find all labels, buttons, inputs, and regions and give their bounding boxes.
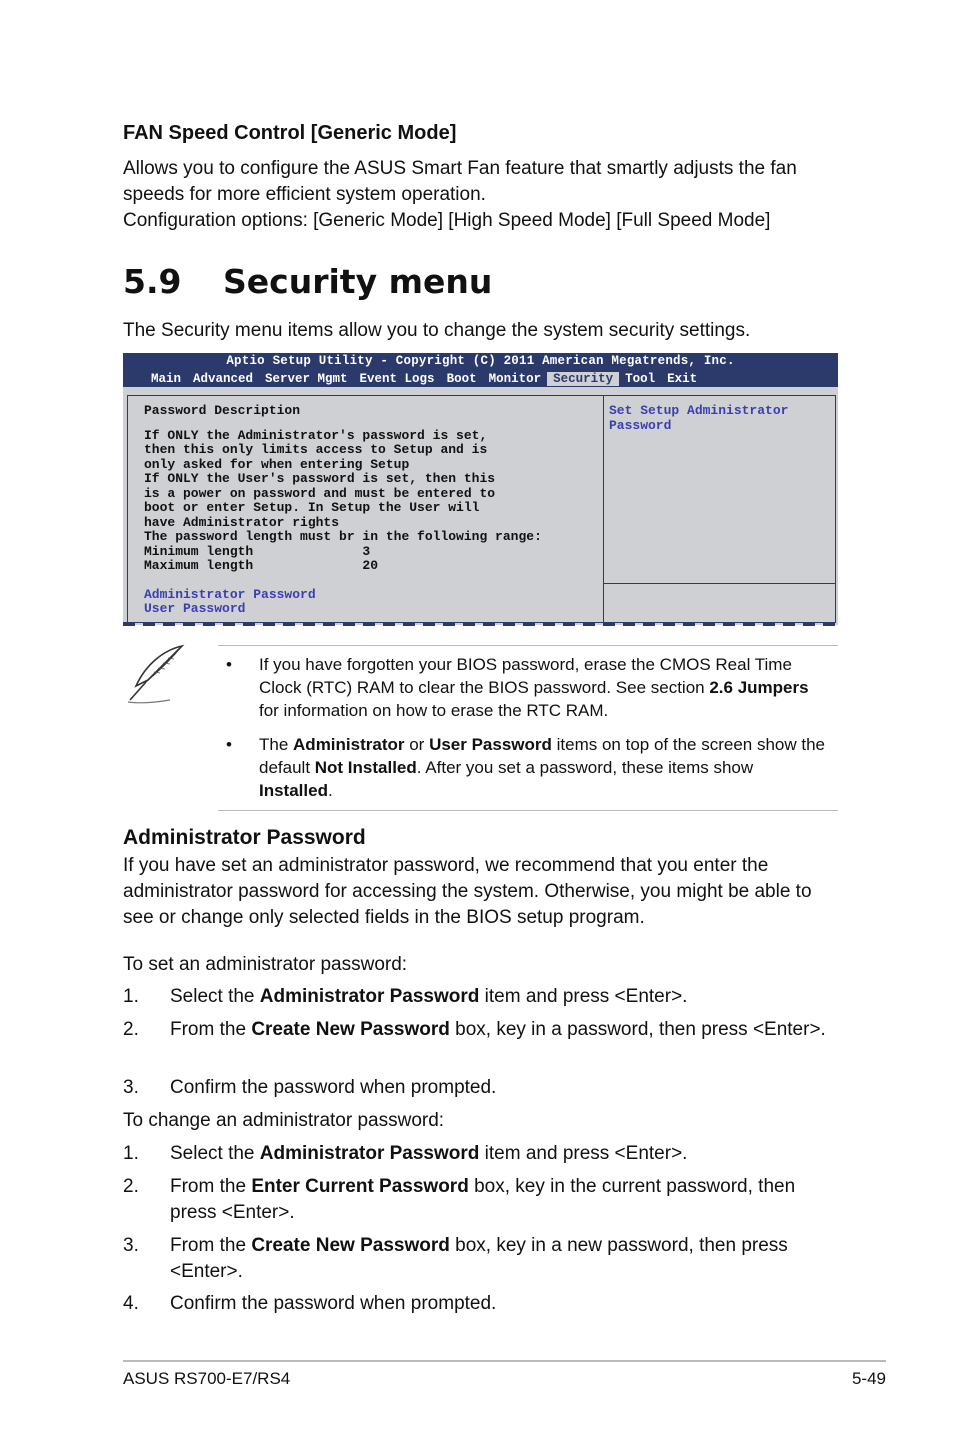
step-text: box, key in the current password, then press <Enter>. bbox=[170, 1176, 796, 1223]
step-number: 3. bbox=[123, 1235, 139, 1256]
dashed-divider bbox=[123, 622, 838, 626]
step-text: item and press <Enter>. bbox=[479, 1143, 688, 1164]
bios-desc-line: Password Description bbox=[144, 403, 301, 418]
change-step-2 bbox=[123, 1174, 843, 1226]
bios-screenshot bbox=[123, 353, 838, 625]
note-bottom-rule bbox=[218, 810, 838, 811]
bios-desc-line: only asked for when entering Setup bbox=[144, 456, 410, 472]
note-item-1 bbox=[226, 653, 826, 722]
bios-tab-boot[interactable]: Boot bbox=[446, 371, 477, 386]
bios-desc-line: Minimum length 3 bbox=[144, 543, 371, 559]
step-text: From the bbox=[170, 1176, 252, 1197]
admin-password-description: If you have set an administrator password, we recommend that you enter the administrator password for accessing the system. Otherwise, you might be able to see or change only selected fields in the BIOS setup program. bbox=[123, 855, 812, 928]
bios-desc-line: boot or enter Setup. In Setup the User will bbox=[144, 500, 480, 515]
bios-tab-security[interactable]: Security bbox=[547, 372, 619, 386]
note-item-1-text bbox=[259, 653, 826, 722]
set-password-intro: To set an administrator password: bbox=[123, 954, 408, 975]
note-top-rule bbox=[218, 645, 838, 646]
bios-desc-line: is a power on password and must be entered to bbox=[144, 485, 496, 501]
bios-main-panel bbox=[127, 395, 836, 623]
fan-speed-description: Allows you to configure the ASUS Smart Fan feature that smartly adjusts the fan speeds for more efficient system operation. bbox=[123, 158, 797, 205]
note-item-2 bbox=[226, 733, 826, 802]
set-step-1 bbox=[123, 984, 843, 1010]
step-text: Confirm the password when prompted. bbox=[170, 1077, 497, 1098]
step-bold: Create New Password bbox=[251, 1019, 450, 1040]
footer-rule bbox=[123, 1360, 886, 1362]
footer-page-number: 5-49 bbox=[851, 1369, 886, 1388]
step-number: 2. bbox=[123, 1176, 139, 1197]
note-text: items on top of the screen show the default bbox=[259, 735, 826, 777]
bios-tab-main[interactable]: Main bbox=[151, 371, 182, 386]
bios-desc-line: Maximum length 20 bbox=[144, 558, 379, 573]
bios-tab-monitor[interactable]: Monitor bbox=[488, 371, 542, 386]
step-bold: Administrator Password bbox=[259, 986, 480, 1007]
step-bold: Administrator Password bbox=[259, 1143, 480, 1164]
step-text: Confirm the password when prompted. bbox=[170, 1293, 497, 1314]
note-text: or bbox=[404, 735, 430, 754]
bios-header bbox=[123, 353, 838, 387]
step-number: 1. bbox=[123, 986, 139, 1007]
step-number: 1. bbox=[123, 1143, 139, 1164]
bios-desc-line: then this only limits access to Setup and is bbox=[144, 442, 488, 457]
step-number: 4. bbox=[123, 1293, 139, 1314]
bios-desc-line: If ONLY the User's password is set, then this bbox=[144, 471, 496, 486]
bios-help-text: Set Setup Administrator Password bbox=[609, 403, 789, 433]
step-text: item and press <Enter>. bbox=[479, 986, 688, 1007]
note-bold: Installed bbox=[259, 781, 328, 800]
note-text: . After you set a password, these items show bbox=[416, 758, 754, 777]
step-number: 2. bbox=[123, 1019, 139, 1040]
note-item-2-text bbox=[259, 733, 826, 802]
section-intro: The Security menu items allow you to change the system security settings. bbox=[123, 320, 751, 341]
bios-tab-event-logs[interactable]: Event Logs bbox=[359, 371, 435, 386]
bios-tab-bar bbox=[123, 370, 838, 387]
note-text: If you have forgotten your BIOS password, erase the CMOS Real Time Clock (RTC) RAM to clear the BIOS password. See section bbox=[259, 655, 792, 697]
set-step-2 bbox=[123, 1017, 843, 1043]
note-bold: Administrator bbox=[293, 735, 405, 754]
admin-password-heading: Administrator Password bbox=[123, 826, 366, 849]
bios-title: Aptio Setup Utility - Copyright (C) 2011 American Megatrends, Inc. bbox=[226, 354, 735, 368]
note-bold: Not Installed bbox=[314, 758, 417, 777]
set-step-3 bbox=[123, 1075, 843, 1101]
step-text: box, key in a password, then press <Enter>. bbox=[449, 1019, 826, 1040]
bios-tab-advanced[interactable]: Advanced bbox=[193, 371, 254, 386]
bios-item-administrator-password[interactable]: Administrator Password bbox=[144, 586, 316, 602]
note-bullet: • bbox=[226, 655, 232, 674]
note-text: . bbox=[327, 781, 333, 800]
bios-tab-server-mgmt[interactable]: Server Mgmt bbox=[265, 371, 348, 386]
feather-quill-icon bbox=[124, 642, 188, 708]
change-step-3 bbox=[123, 1233, 843, 1285]
bios-desc-line: have Administrator rights bbox=[144, 514, 340, 530]
section-title: Security menu bbox=[223, 262, 493, 301]
step-bold: Create New Password bbox=[251, 1235, 450, 1256]
step-bold: Enter Current Password bbox=[251, 1176, 469, 1197]
change-step-1 bbox=[123, 1141, 843, 1167]
note-text: The bbox=[259, 735, 294, 754]
bios-description bbox=[144, 404, 542, 617]
footer-model: ASUS RS700-E7/RS4 bbox=[123, 1369, 291, 1388]
bios-tab-tool[interactable]: Tool bbox=[625, 371, 656, 386]
bios-tab-exit[interactable]: Exit bbox=[667, 371, 698, 386]
fan-speed-options: Configuration options: [Generic Mode] [High Speed Mode] [Full Speed Mode] bbox=[123, 210, 771, 231]
fan-speed-heading: FAN Speed Control [Generic Mode] bbox=[123, 122, 457, 144]
note-bold: User Password bbox=[429, 735, 552, 754]
note-jumpers-ref: 2.6 Jumpers bbox=[709, 678, 809, 697]
section-heading bbox=[123, 262, 492, 301]
change-step-4 bbox=[123, 1291, 843, 1317]
step-number: 3. bbox=[123, 1077, 139, 1098]
bios-divider bbox=[603, 396, 604, 622]
bios-desc-line: If ONLY the Administrator's password is set, bbox=[144, 427, 488, 443]
step-text: Select the bbox=[170, 1143, 260, 1164]
step-text: From the bbox=[170, 1235, 252, 1256]
change-password-intro: To change an administrator password: bbox=[123, 1110, 445, 1131]
step-text: box, key in a new password, then press <Enter>. bbox=[170, 1235, 788, 1282]
bios-item-user-password[interactable]: User Password bbox=[144, 601, 246, 616]
note-bullet: • bbox=[226, 735, 232, 754]
note-text: for information on how to erase the RTC RAM. bbox=[259, 701, 609, 720]
step-text: Select the bbox=[170, 986, 260, 1007]
step-text: From the bbox=[170, 1019, 252, 1040]
bios-help-divider bbox=[603, 583, 835, 584]
section-number: 5.9 bbox=[123, 262, 182, 301]
bios-desc-line: The password length must br in the following range: bbox=[144, 529, 542, 544]
